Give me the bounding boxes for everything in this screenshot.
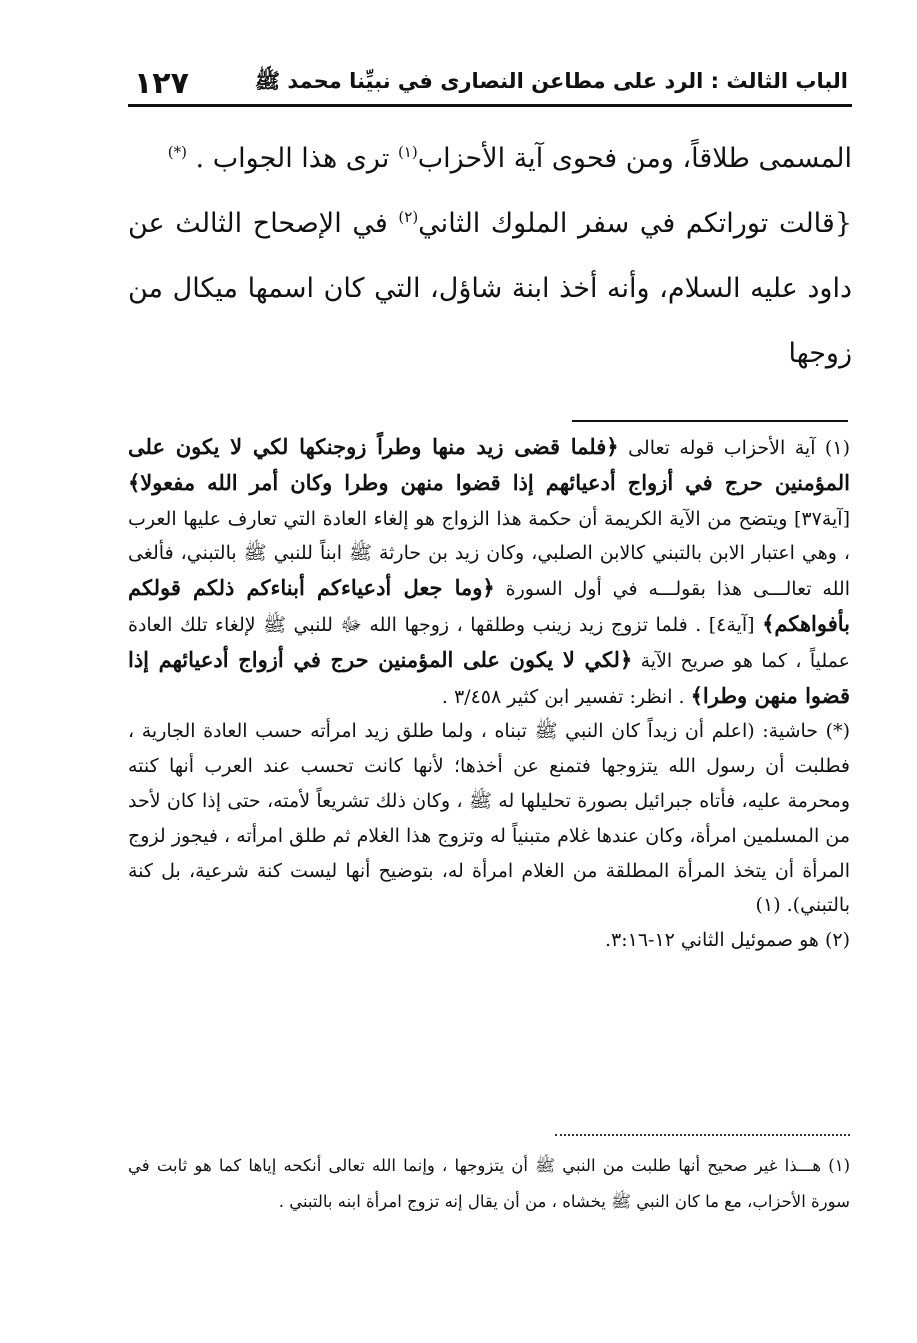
quran-verse-2: ﴿وما جعل أدعياءكم أبناءكم ذلكم قولكم بأفواهكم﴾ [128,575,850,636]
footnote-1-part-a: (١) آية الأحزاب قوله تعالى [618,437,850,459]
footnote-separator [572,420,848,422]
page-number: ١٢٧ [134,66,189,101]
paragraph-2 [128,191,852,386]
paragraph-1-text: المسمى طلاقاً، ومن فحوى آية الأحزاب [417,143,852,174]
paragraph-1 [128,126,852,191]
footnote-1-part-d: . انظر: تفسير ابن كثير ٣/٤٥٨ . [441,685,691,708]
paragraph-2-lead: {قالت توراتكم في سفر الملوك الثاني [418,208,852,239]
quran-verse-1: ﴿فلما قضى زيد منها وطراً زوجنكها لكي لا يكون على المؤمنين حرج في أزواج أدعيائهم إذا قضوا منهن وطرا وكان أمر الله مفعولا﴾ [128,434,850,495]
main-text [128,126,852,386]
subnote-1: (١) هـــذا غير صحيح أنها طلبت من النبي ﷺ أن يتزوجها ، وإنما الله تعالى أنكحه إياها كما هو ثابت في سورة الأحزاب، مع ما كان النبي ﷺ يخشاه ، من أن يقال إنه تزوج امرأة ابنه بالتبني . [128,1156,850,1211]
footnote-1-part-c: [آية٤] . فلما تزوج زيد زينب وطلقها ، زوجها الله ﷻ للنبي ﷺ لإلغاء تلك العادة عملياً ، كما هو صريح الآية [128,613,850,672]
footnote-2: (٢) هو صموئيل الثاني ١٢-٣:١٦. [604,929,850,952]
subnote-separator [555,1134,850,1136]
page-header [128,58,852,107]
subnotes [128,1148,850,1220]
footnote-ref-star: (*) [167,143,187,161]
footnote-1-part-b: [آية٣٧] ويتضح من الآية الكريمة أن حكمة هذا الزواج هو إلغاء العادة التي تعارف عليها العرب ، وهي اعتبار الابن بالتبني كالابن الصلبي، وكان زيد بن حارثة ﷺ ابناً للنبي ﷺ بالتبني، فألغى الله تعالـــى هذا بقولـــه في أول السورة [128,507,850,601]
footnotes [128,430,850,958]
paragraph-2-tail: في الإصحاح الثالث عن داود عليه السلام، وأنه أخذ ابنة شاؤل، التي كان اسمها ميكال من زوجها [128,208,852,369]
footnote-ref-2: (٢) [398,208,419,226]
footnote-ref-1: (١) [397,143,418,161]
paragraph-1-tail: ترى هذا الجواب . [186,143,398,174]
footnote-star: (*) حاشية: (اعلم أن زيداً كان النبي ﷺ تبناه ، ولما طلق زيد امرأته حسب العادة الجارية ، فطلبت أن رسول الله يتزوجها فتمنع عن أخذها؛ لأنها كانت تحسب عند العرب أنها كنته ومحرمة عليه، فأتاه جبرائيل بصورة تحليلها له ﷺ ، وكان ذلك تشريعاً لأمته، حتى إذا كان لأحد من المسلمين امرأة، وكان عندها غلام متبنياً له وتزوج هذا الغلام ثم طلق امرأته ، فيجوز لزوج المرأة أن يتخذ المرأة المطلقة من الغلام امرأة له، بتوضيح أنها ليست كنة شرعية، بل كنة بالتبني). (١) [128,720,850,917]
running-title: الباب الثالث : الرد على مطاعن النصارى في نبيِّنا محمد ﷺ [254,69,848,93]
quran-verse-3: ﴿لكي لا يكون على المؤمنين حرج في أزواج أدعيائهم إذا قضوا منهن وطرا﴾ [128,646,850,708]
footnote-1 [128,430,850,714]
